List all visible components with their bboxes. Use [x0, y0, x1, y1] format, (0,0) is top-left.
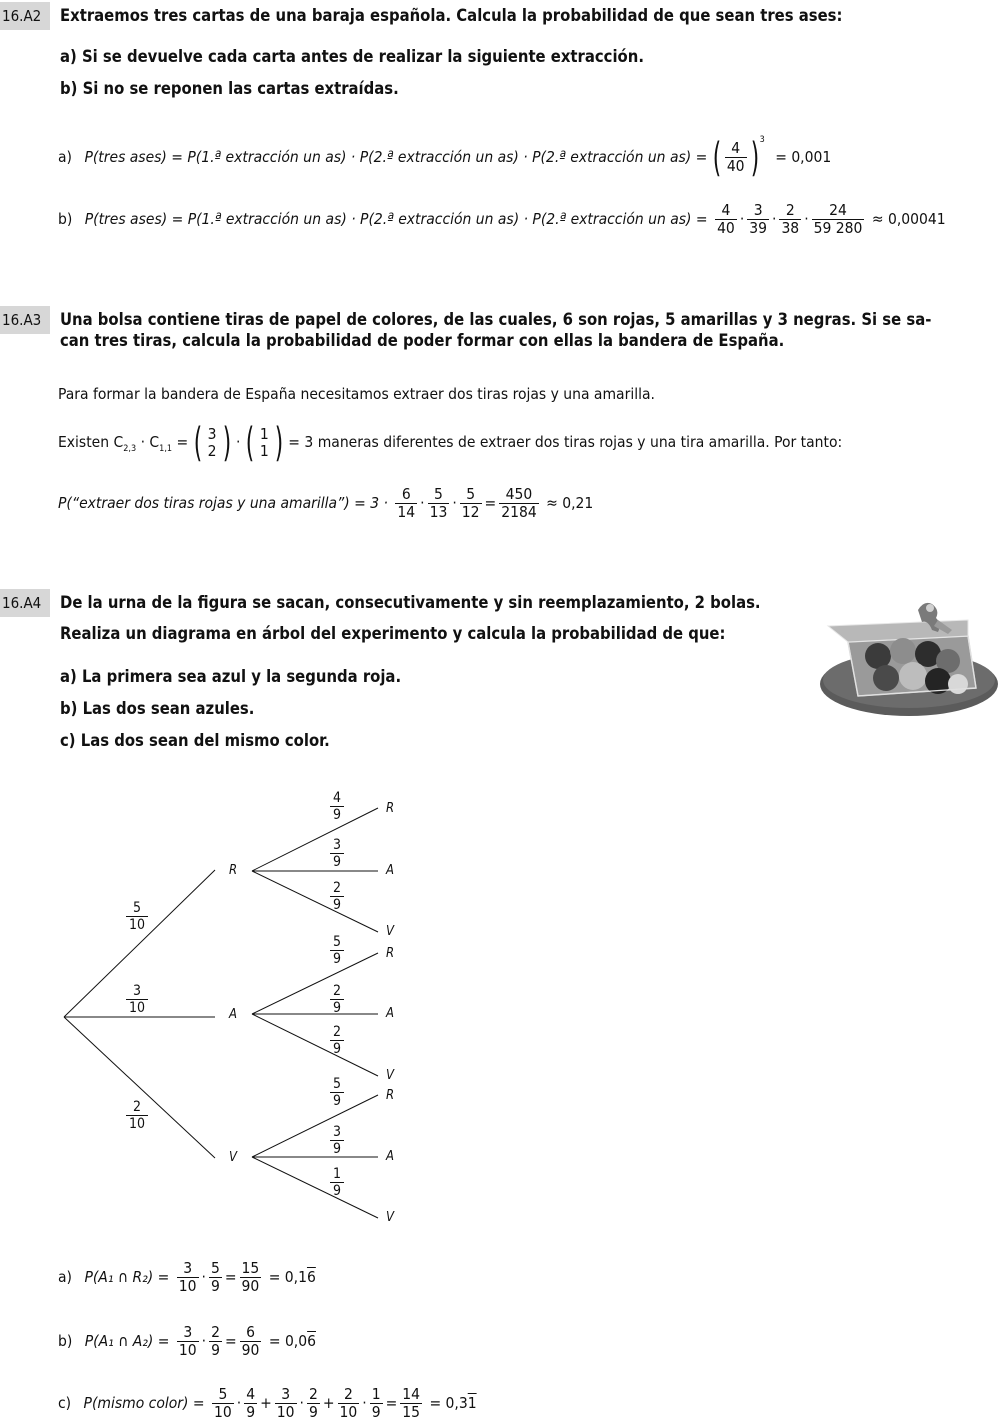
- formula: P(mismo color) =: [83, 1394, 205, 1412]
- text: =: [172, 433, 189, 451]
- tree-prob-R-A: 3 9: [330, 837, 344, 870]
- formula: P(A₁ ∩ R₂) =: [84, 1268, 170, 1286]
- left-paren: (: [712, 134, 722, 181]
- tree-branch-R-R: [252, 808, 378, 871]
- tree-prob-R-V: 2 9: [330, 880, 344, 913]
- tree-prob-V-R: 5 9: [330, 1076, 344, 1109]
- formula: P(tres ases) = P(1.ª extracción un as) · P(2.ª extracción un as) · P(2.ª extracción un as) =: [84, 148, 708, 167]
- repeating-digit: 1: [467, 1394, 477, 1412]
- fraction: $\frac{4}{9}$: [246, 1385, 256, 1421]
- subscript: 1,1: [159, 444, 173, 455]
- fraction: $\frac{3}{10}$: [276, 1385, 295, 1421]
- tree-leaf-R-V: V: [386, 924, 394, 939]
- tree-prob-A-R: 5 9: [330, 934, 344, 967]
- fraction: $\frac{2}{9}$: [308, 1385, 318, 1421]
- tree-prob-A-V: 2 9: [330, 1024, 344, 1057]
- result: = 0,0: [268, 1332, 308, 1350]
- probability-tree: [0, 780, 440, 1240]
- solution-16a4-c: c) P(mismo color) = $\frac{5}{10}$ · $\frac{4}{9}$ + $\frac{3}{10}$ · $\frac{2}{9}$ + $\frac{2}{10}$ · $\frac{1}{9}$ = $\frac{14}{15}$ = 0,31: [58, 1385, 477, 1421]
- solution-label: b): [58, 210, 73, 228]
- left-paren: (: [193, 419, 202, 466]
- fraction: $\frac{3}{10}$: [178, 1259, 197, 1295]
- problem-number-16a3: 16.A3: [0, 306, 50, 334]
- solution-16a4-a: a) P(A₁ ∩ R₂) = $\frac{3}{10}$ · $\frac{5}{9}$ = $\frac{15}{90}$ = 0,16: [58, 1259, 316, 1295]
- tree-prob-V-V: 1 9: [330, 1166, 344, 1199]
- problem-number-16a2: 16.A2: [0, 2, 50, 30]
- fraction: $\frac{14}{15}$: [402, 1385, 420, 1421]
- question-16a3-line2: can tres tiras, calcula la probabilidad de poder formar con ellas la bandera de España.: [60, 331, 785, 350]
- fraction: $\frac{5}{13}$: [429, 485, 448, 521]
- question-16a4-part-c: c) Las dos sean del mismo color.: [60, 731, 330, 750]
- fraction: $\frac{2}{38}$: [781, 201, 800, 237]
- fraction: $\frac{6}{90}$: [241, 1323, 260, 1359]
- right-paren: ): [222, 419, 231, 466]
- tree-node-A: A: [229, 1007, 237, 1022]
- repeating-digit: 6: [307, 1332, 316, 1350]
- tree-branch-A-V: [252, 1014, 378, 1076]
- tree-leaf-R-R: R: [386, 801, 395, 816]
- solution-16a3-line1: Para formar la bandera de España necesitamos extraer dos tiras rojas y una amarilla.: [58, 385, 655, 403]
- fraction: $\frac{3}{10}$: [178, 1323, 197, 1359]
- tree-prob-first-A: 3 10: [126, 983, 148, 1016]
- tree-branch-V-V: [252, 1157, 378, 1218]
- question-16a2-part-a: a) Si se devuelve cada carta antes de realizar la siguiente extracción.: [60, 47, 644, 66]
- text: Existen C: [58, 433, 124, 451]
- tree-branch-R-V: [252, 871, 378, 932]
- tree-branch-A-R: [252, 953, 378, 1014]
- binomial: 3 2: [207, 424, 217, 460]
- fraction: $\frac{4}{40}$: [717, 201, 735, 237]
- solution-16a3-line3: P(“extraer dos tiras rojas y una amarilla”) = 3 · $\frac{6}{14}$ · $\frac{5}{13}$ · $\frac{5}{12}$ = $\frac{450}{2184}$ ≈ 0,21: [58, 485, 594, 521]
- fraction: $\frac{24}{59 280}$: [813, 201, 863, 237]
- fraction: $\frac{6}{14}$: [397, 485, 416, 521]
- question-16a4-part-a: a) La primera sea azul y la segunda roja.: [60, 667, 402, 686]
- formula: P(tres ases) = P(1.ª extracción un as) · P(2.ª extracción un as) · P(2.ª extracción un as) =: [84, 210, 708, 228]
- tree-prob-first-V: 2 10: [126, 1099, 148, 1132]
- tree-leaf-A-V: V: [386, 1068, 394, 1083]
- fraction: $\frac{1}{9}$: [371, 1385, 381, 1421]
- fraction: $\frac{5}{9}$: [210, 1259, 220, 1295]
- tree-leaf-V-V: V: [386, 1210, 394, 1225]
- result: ≈ 0,00041: [871, 210, 946, 228]
- fraction: $\frac{2}{10}$: [339, 1385, 358, 1421]
- text: = 3 maneras diferentes de extraer dos tiras rojas y una tira amarilla. Por tanto:: [288, 433, 843, 451]
- tree-node-R: R: [229, 863, 238, 878]
- right-paren: ): [750, 134, 759, 181]
- tree-prob-R-R: 4 9: [330, 790, 344, 823]
- result: = 0,3: [429, 1394, 468, 1412]
- solution-16a4-b: b) P(A₁ ∩ A₂) = $\frac{3}{10}$ · $\frac{2}{9}$ = $\frac{6}{90}$ = 0,06: [58, 1323, 316, 1359]
- right-paren: ): [274, 419, 284, 466]
- tree-leaf-R-A: A: [386, 863, 394, 878]
- question-16a2-part-b: b) Si no se reponen las cartas extraídas.: [60, 79, 399, 98]
- fraction: $\frac{450}{2184}$: [501, 485, 537, 521]
- tree-leaf-A-A: A: [386, 1006, 394, 1021]
- tree-leaf-V-A: A: [386, 1149, 394, 1164]
- fraction: $\frac{4}{40}$: [726, 139, 745, 176]
- solution-16a3-line2: Existen $C_{2,3} \cdot C_{1,1}$ = ( 3 2 ) · ( 1 1 ) = 3 maneras diferentes de extraer dos tiras rojas y una tira amarilla. Por tanto:: [58, 419, 843, 466]
- fraction: $\frac{5}{10}$: [214, 1385, 232, 1421]
- question-16a2: Extraemos tres cartas de una baraja española. Calcula la probabilidad de que sean tres ases:: [60, 6, 843, 25]
- result: = 0,001: [775, 148, 832, 167]
- solution-16a2-b: b) P(tres ases) = P(1.ª extracción un as) · P(2.ª extracción un as) · P(2.ª extracción un as) = $\frac{4}{40}$ · $\frac{3}{39}$ · $\frac{2}{38}$ · $\frac{24}{59 280}$ ≈ 0,00041: [58, 201, 946, 237]
- question-16a4-part-b: b) Las dos sean azules.: [60, 699, 255, 718]
- exponent: 3: [759, 135, 765, 145]
- repeating-digit: 6: [306, 1268, 316, 1286]
- solution-label: a): [58, 148, 72, 167]
- solution-label: b): [58, 1332, 73, 1350]
- tree-prob-V-A: 3 9: [330, 1124, 344, 1157]
- tree-branch-V-R: [252, 1095, 378, 1157]
- question-16a4-line2: Realiza un diagrama en árbol del experimento y calcula la probabilidad de que:: [60, 624, 726, 643]
- tree-prob-first-R: 5 10: [126, 900, 148, 933]
- question-16a4-line1: De la urna de la figura se sacan, consecutivamente y sin reemplazamiento, 2 bolas.: [60, 593, 761, 612]
- question-16a3-line1: Una bolsa contiene tiras de papel de colores, de las cuales, 6 son rojas, 5 amarillas y 3 negras. Si se sa-: [60, 310, 932, 329]
- fraction: $\frac{2}{9}$: [211, 1323, 220, 1359]
- formula: P(“extraer dos tiras rojas y una amarilla”) = 3 ·: [58, 494, 388, 512]
- left-paren: (: [245, 419, 255, 466]
- result: = 0,1: [268, 1268, 307, 1286]
- formula: P(A₁ ∩ A₂) =: [84, 1332, 170, 1350]
- solution-16a2-a: [58, 129, 831, 182]
- tree-leaf-V-R: R: [386, 1088, 395, 1103]
- tree-leaf-A-R: R: [386, 946, 395, 961]
- tree-branch-first-V: [64, 1017, 215, 1158]
- binomial: 1 1: [259, 424, 269, 460]
- fraction: $\frac{15}{90}$: [241, 1259, 260, 1295]
- problem-number-16a4: 16.A4: [0, 589, 50, 617]
- subscript: 2,3: [123, 444, 137, 455]
- solution-label: a): [58, 1268, 72, 1286]
- tree-node-V: V: [229, 1150, 237, 1165]
- text: · C: [136, 433, 160, 451]
- result: ≈ 0,21: [546, 494, 594, 512]
- fraction: $\frac{3}{39}$: [749, 201, 767, 237]
- fraction: $\frac{5}{12}$: [461, 485, 480, 521]
- urn-illustration: [818, 596, 1000, 720]
- tree-prob-A-A: 2 9: [330, 983, 344, 1016]
- solution-label: c): [58, 1394, 72, 1412]
